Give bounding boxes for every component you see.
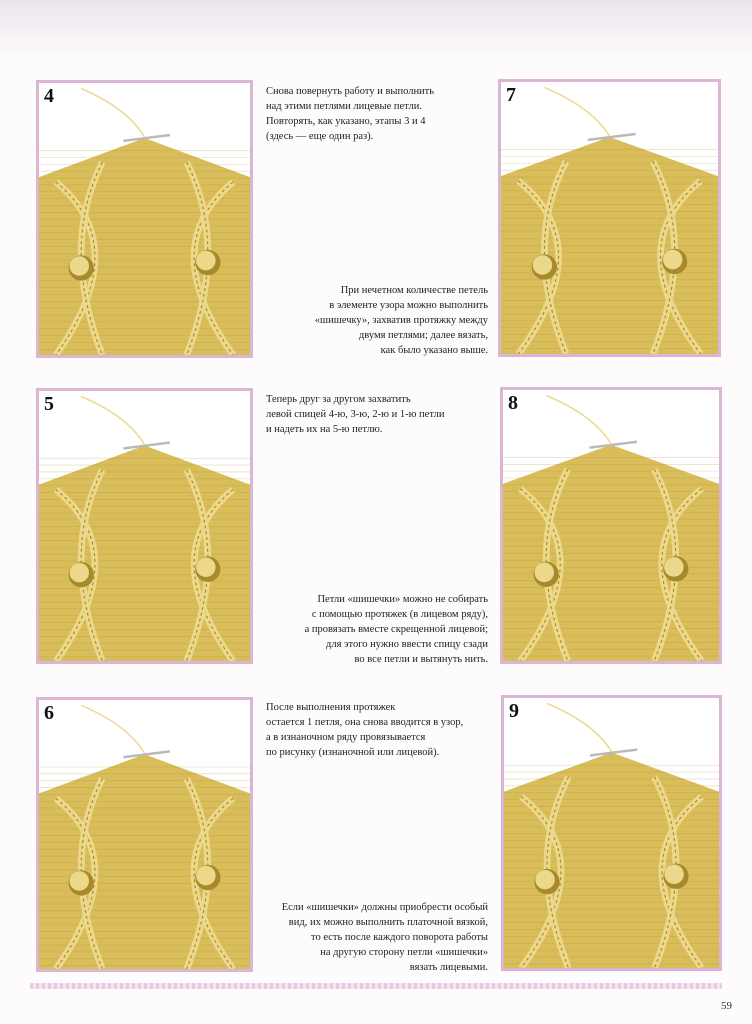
text-line: для этого нужно ввести спицу сзади	[326, 639, 488, 650]
text-line: Если «шишечки» должны приобрести особый	[281, 902, 488, 913]
step-number: 4	[44, 85, 54, 107]
step-photo-6	[36, 697, 253, 972]
knitting-photo	[501, 82, 718, 354]
step-number: 7	[506, 84, 516, 106]
step-photo-4	[36, 80, 253, 358]
text-line: в элементе узора можно выполнить	[329, 300, 488, 311]
step-number: 8	[508, 392, 518, 414]
text-line: «шишечку», захватив протяжку между	[314, 315, 488, 326]
text-line: а в изнаночном ряду провязывается	[266, 732, 426, 743]
text-line: Теперь друг за другом захватить	[266, 394, 411, 405]
knitting-photo	[503, 390, 719, 661]
text-line: во все петли и вытянуть нить.	[354, 654, 488, 665]
page-edge	[0, 0, 752, 60]
step-number: 9	[509, 700, 519, 722]
text-line: вид, их можно выполнить платочной вязкой,	[288, 917, 488, 928]
bottom-divider	[30, 983, 722, 989]
step-photo-5	[36, 388, 253, 664]
text-line: Повторять, как указано, этапы 3 и 4	[266, 116, 426, 127]
text-line: на другую сторону петли «шишечки»	[320, 947, 488, 958]
text-line: как было указано выше.	[380, 345, 488, 356]
note-text-bobble-stitches	[270, 592, 488, 667]
text-line: Петли «шишечки» можно не собирать	[317, 594, 488, 605]
instruction-text-step6	[266, 700, 491, 760]
text-line: Снова повернуть работу и выполнить	[266, 86, 435, 97]
knitting-photo	[39, 391, 250, 661]
text-line: над этими петлями лицевые петли.	[266, 101, 422, 112]
note-text-garter-bobbles	[266, 900, 488, 975]
knitting-photo	[504, 698, 719, 968]
text-line: по рисунку (изнаночной или лицевой).	[266, 747, 440, 758]
page-number: 59	[721, 1000, 732, 1012]
text-line: а провязать вместе скрещенной лицевой;	[304, 624, 488, 635]
text-line: с помощью протяжек (в лицевом ряду),	[311, 609, 488, 620]
step-number: 5	[44, 393, 54, 415]
text-line: и надеть их на 5-ю петлю.	[266, 424, 383, 435]
instruction-text-step4	[266, 84, 486, 144]
instruction-text-step5	[266, 392, 486, 437]
step-photo-7	[498, 79, 721, 357]
text-line: вязать лицевыми.	[409, 962, 488, 973]
text-line: При нечетном количестве петель	[340, 285, 488, 296]
step-number: 6	[44, 702, 54, 724]
text-line: левой спицей 4-ю, 3-ю, 2-ю и 1-ю петли	[266, 409, 445, 420]
knitting-photo	[39, 83, 250, 355]
text-line: После выполнения протяжек	[266, 702, 396, 713]
note-text-odd-stitches	[276, 283, 488, 358]
text-line: (здесь — еще один раз).	[266, 131, 374, 142]
knitting-photo	[39, 700, 250, 969]
text-line: двумя петлями; далее вязать,	[358, 330, 488, 341]
step-photo-9	[501, 695, 722, 971]
text-line: остается 1 петля, она снова вводится в узор,	[266, 717, 464, 728]
text-line: то есть после каждого поворота работы	[311, 932, 488, 943]
step-photo-8	[500, 387, 722, 664]
